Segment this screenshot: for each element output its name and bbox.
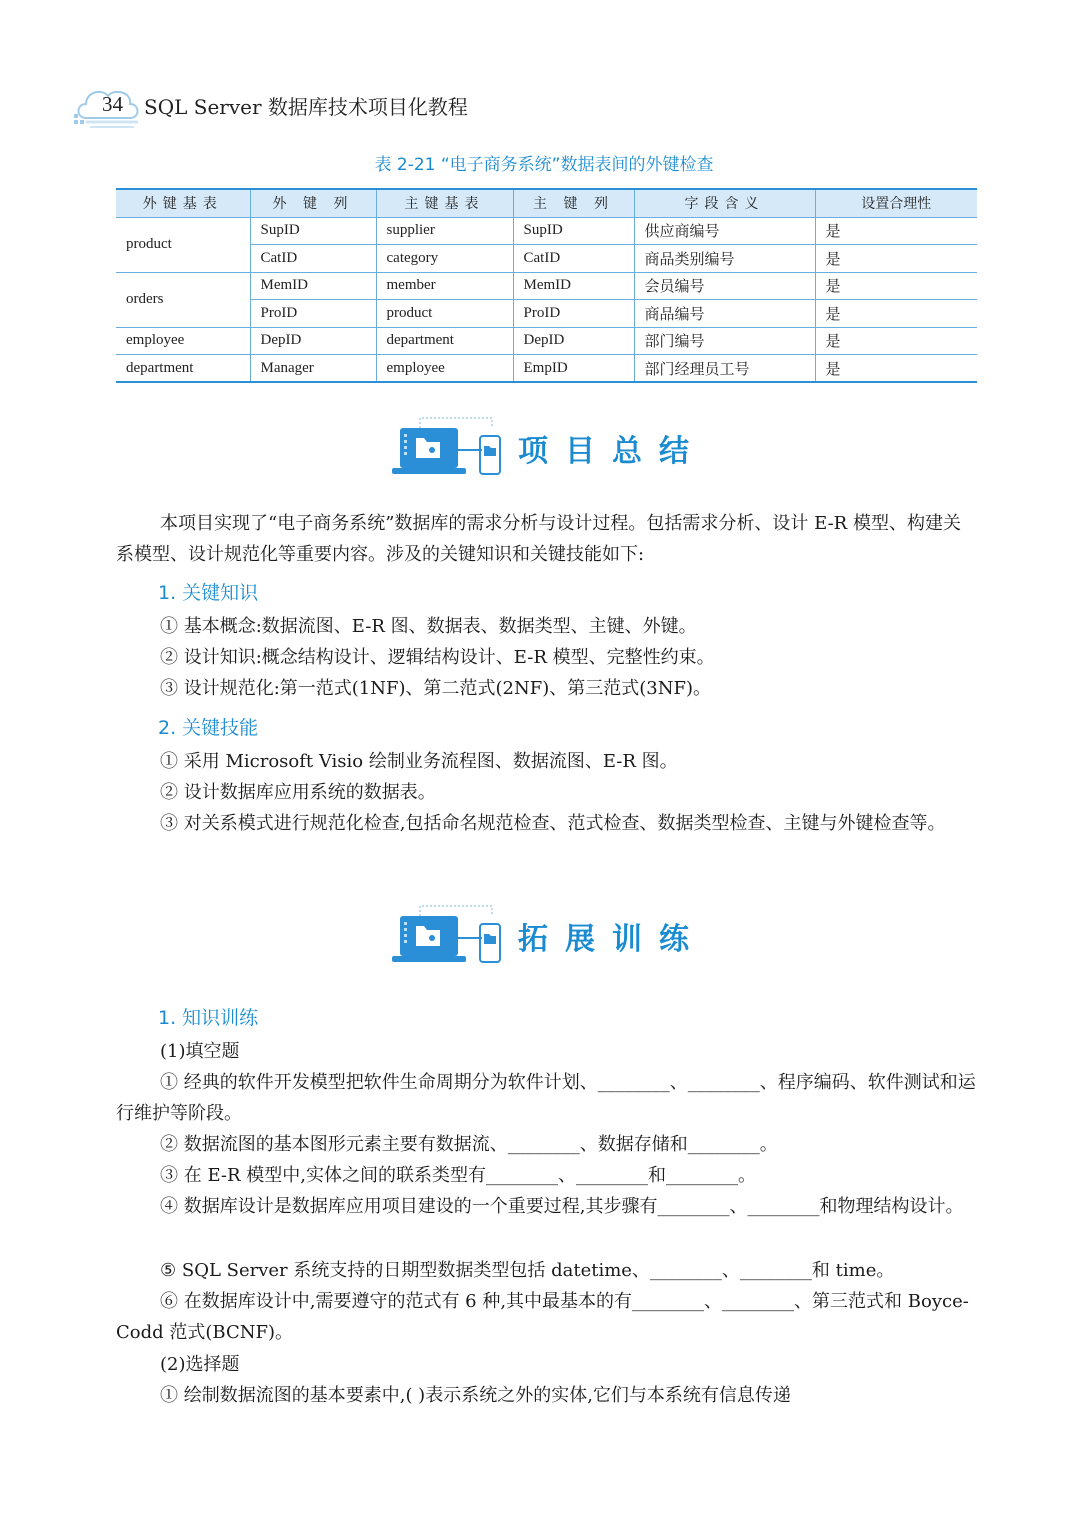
table-row [116,217,977,245]
cell-pk-table: supplier [376,217,513,245]
cell-ok: 是 [815,327,977,355]
fill-question: ② 数据流图的基本图形元素主要有数据流、________、数据存储和________。 [160,1134,778,1155]
col-header: 外 键 列 [250,189,376,217]
training-banner [390,902,720,972]
cell-pk: ProID [513,300,634,328]
cell-meaning: 供应商编号 [634,217,815,245]
knowledge-heading: 1. 关键知识 [158,582,259,604]
cell-meaning: 商品编号 [634,300,815,328]
choice-heading: (2)选择题 [160,1354,240,1375]
cell-pk-table: department [376,327,513,355]
fill-question: ③ 在 E-R 模型中,实体之间的联系类型有________、________和________。 [160,1165,756,1186]
skill-item: ① 采用 Microsoft Visio 绘制业务流程图、数据流图、E-R 图。 [160,751,678,772]
cell-meaning: 商品类别编号 [634,245,815,273]
knowledge-item: ① 基本概念:数据流图、E-R 图、数据表、数据类型、主键、外键。 [160,616,697,637]
cell-base-table: department [116,355,250,383]
fill-question: ⑥ 在数据库设计中,需要遵守的范式有 6 种,其中最基本的有________、________、第三范式和 Boyce-Codd 范式(BCNF)。 [116,1291,969,1343]
laptop-folder-icon [390,902,510,972]
table-row [116,272,977,300]
cell-pk: MemID [513,272,634,300]
col-header: 字段含义 [634,189,815,217]
cell-fk: SupID [250,217,376,245]
cell-base-table: product [116,217,250,272]
cell-pk: CatID [513,245,634,273]
summary-banner [390,414,720,484]
foreign-key-table [116,188,977,383]
book-title: SQL Server 数据库技术项目化教程 [144,95,468,119]
section-title-summary: 项目总结 [518,434,706,469]
cell-fk: CatID [250,245,376,273]
fill-heading: (1)填空题 [160,1041,240,1062]
skill-item: ② 设计数据库应用系统的数据表。 [160,782,436,803]
cell-fk: DepID [250,327,376,355]
skills-heading: 2. 关键技能 [158,717,259,739]
cell-ok: 是 [815,245,977,273]
cell-ok: 是 [815,355,977,383]
cell-fk: ProID [250,300,376,328]
cell-meaning: 部门编号 [634,327,815,355]
cell-ok: 是 [815,217,977,245]
cell-pk: EmpID [513,355,634,383]
page-header [72,82,492,132]
laptop-folder-icon [390,414,510,484]
skill-item: ③ 对关系模式进行规范化检查,包括命名规范检查、范式检查、数据类型检查、主键与外键检查等。 [160,813,946,834]
summary-intro: 本项目实现了“电子商务系统”数据库的需求分析与设计过程。包括需求分析、设计 E-R 模型、构建关系模型、设计规范化等重要内容。涉及的关键知识和关键技能如下: [116,513,961,565]
cell-meaning: 部门经理员工号 [634,355,815,383]
fill-question: ④ 数据库设计是数据库应用项目建设的一个重要过程,其步骤有________、________和物理结构设计。 [160,1196,964,1217]
cell-pk-table: category [376,245,513,273]
cell-pk: DepID [513,327,634,355]
cell-base-table: orders [116,272,250,327]
cell-pk: SupID [513,217,634,245]
col-header: 外键基表 [116,189,250,217]
table-caption: 表 2-21 “电子商务系统”数据表间的外键检查 [374,155,714,175]
cell-fk: MemID [250,272,376,300]
cell-ok: 是 [815,300,977,328]
table-row [116,327,977,355]
cell-ok: 是 [815,272,977,300]
fill-question: ① 经典的软件开发模型把软件生命周期分为软件计划、________、________、程序编码、软件测试和运行维护等阶段。 [116,1072,976,1124]
cell-fk: Manager [250,355,376,383]
choice-question: ① 绘制数据流图的基本要素中,( )表示系统之外的实体,它们与本系统有信息传递 [160,1385,791,1406]
page-number: 34 [102,92,123,116]
cell-base-table: employee [116,327,250,355]
cell-pk-table: product [376,300,513,328]
col-header: 设置合理性 [815,189,977,217]
knowledge-training-heading: 1. 知识训练 [158,1007,259,1029]
cell-pk-table: member [376,272,513,300]
table-header-row [116,189,977,217]
fill-question: ⑤ SQL Server 系统支持的日期型数据类型包括 datetime、________、________和 time。 [160,1260,895,1281]
table-row [116,355,977,383]
knowledge-item: ② 设计知识:概念结构设计、逻辑结构设计、E-R 模型、完整性约束。 [160,647,715,668]
col-header: 主 键 列 [513,189,634,217]
cell-meaning: 会员编号 [634,272,815,300]
col-header: 主键基表 [376,189,513,217]
section-title-training: 拓展训练 [518,922,706,957]
cell-pk-table: employee [376,355,513,383]
knowledge-item: ③ 设计规范化:第一范式(1NF)、第二范式(2NF)、第三范式(3NF)。 [160,678,711,699]
